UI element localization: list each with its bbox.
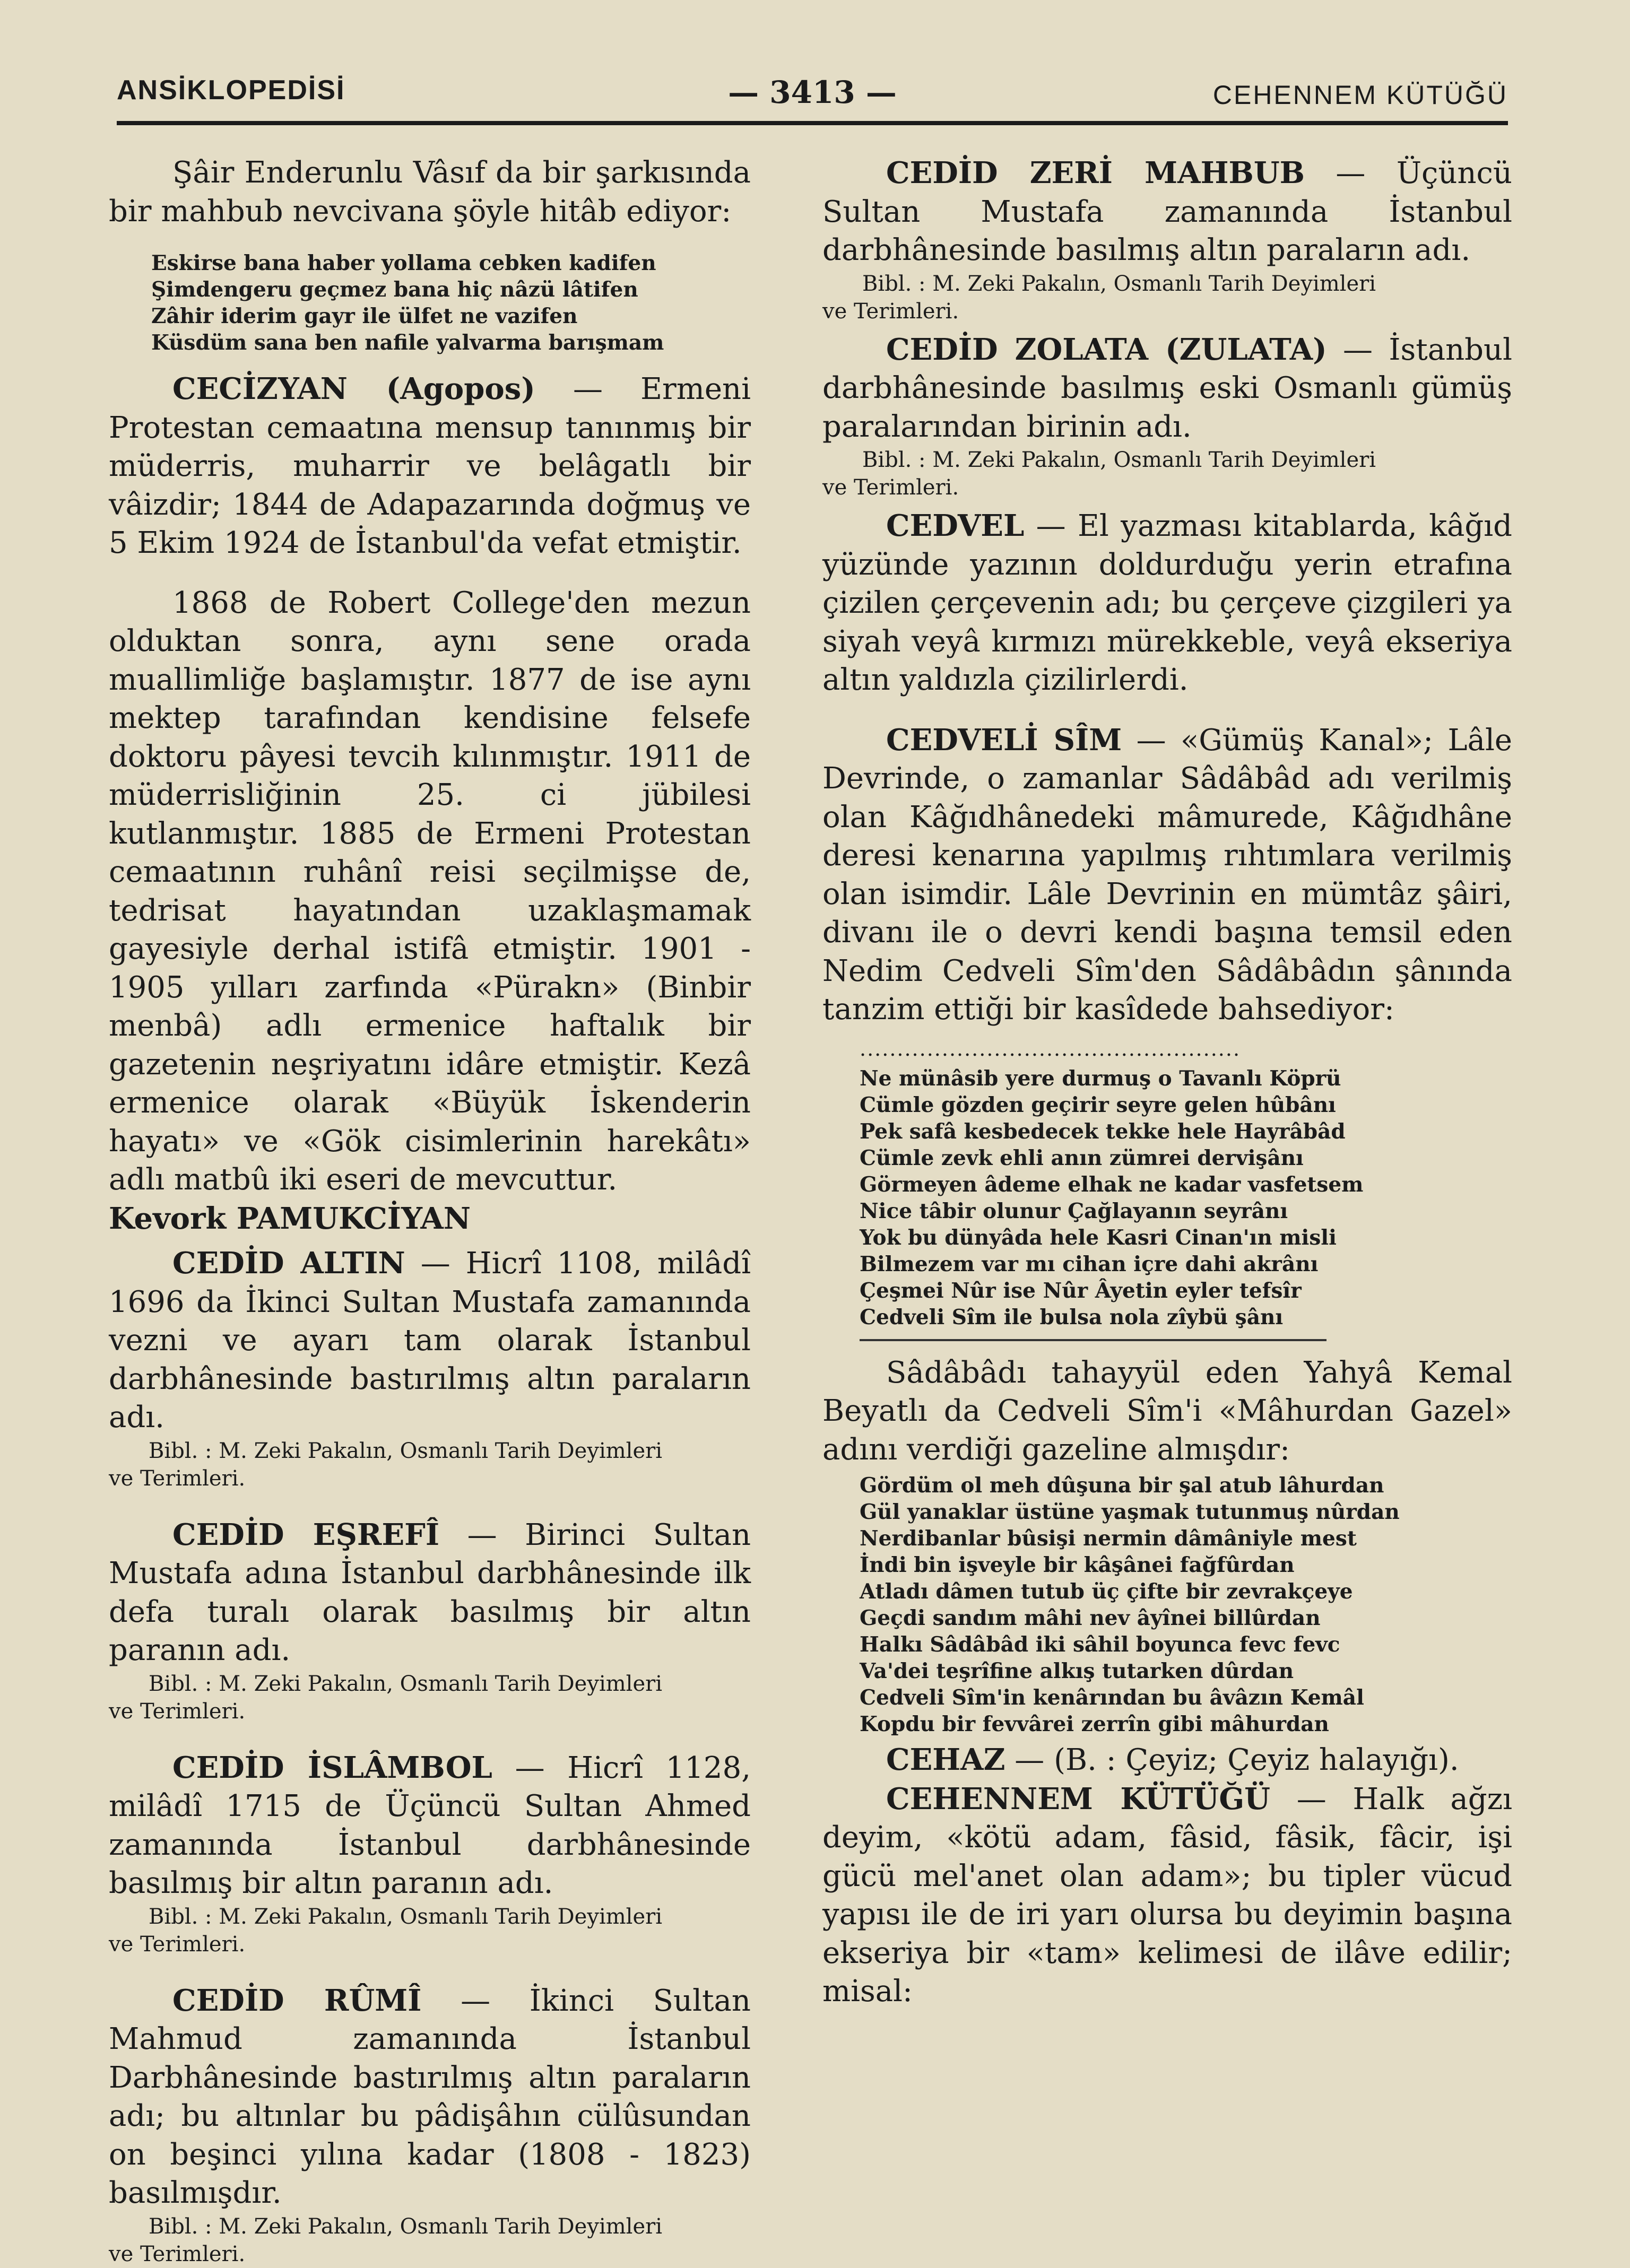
bibliography-line: Bibl. : M. Zeki Pakalın, Osmanlı Tarih Deyimleri	[149, 1438, 663, 1463]
page-number: — 3413 —	[728, 74, 897, 110]
poem-line: Cümle zevk ehli anın zümrei dervişânı	[860, 1145, 1304, 1170]
poem-line: Cedveli Sîm'in kenârından bu âvâzın Kemâl	[860, 1685, 1364, 1710]
poem-line: Görmeyen âdeme elhak ne kadar vasfetsem	[860, 1172, 1364, 1197]
bibliography	[109, 2213, 751, 2268]
entry-text: — Üçüncü Sultan Mustafa zamanında İstanbul darbhânesinde basılmış altın paraların adı.	[822, 156, 1512, 267]
bibliography-line: ve Terimleri.	[822, 475, 959, 500]
poem-line: Şimdengeru geçmez bana hiç nâzü lâtifen	[151, 277, 638, 302]
bibliography-line: Bibl. : M. Zeki Pakalın, Osmanlı Tarih Deyimleri	[149, 1904, 663, 1929]
entry-cecizyan	[109, 370, 751, 563]
entry-cehennem-kutugu	[822, 1780, 1512, 2011]
bibliography-line: ve Terimleri.	[109, 1699, 246, 1724]
bibliography-line: ve Terimleri.	[109, 1466, 246, 1491]
poem-line: Ne münâsib yere durmuş o Tavanlı Köprü	[860, 1066, 1341, 1091]
poem-line: Kopdu bir fevvârei zerrîn gibi mâhurdan	[860, 1712, 1329, 1736]
poem-line: İndi bin işveyle bir kâşânei fağfûrdan	[860, 1553, 1295, 1577]
bibliography-line: Bibl. : M. Zeki Pakalın, Osmanlı Tarih Deyimleri	[862, 271, 1376, 296]
poem-line: Geçdi sandım mâhi nev âyînei billûrdan	[860, 1606, 1321, 1630]
bibliography-line: ve Terimleri.	[109, 1932, 246, 1957]
entry-cedvel	[822, 507, 1512, 700]
entry-term: CEDİD İSLÂMBOL	[172, 1750, 492, 1785]
entry-term: CECİZYAN (Agopos)	[172, 371, 535, 406]
poem-mahurdan-gazel	[860, 1472, 1512, 1737]
entry-term: CEDİD ZERİ MAHBUB	[886, 155, 1305, 190]
entry-text: — Birinci Sultan Mustafa adına İstanbul darbhânesinde ilk defa turalı olarak basılmış bir altın paranın adı.	[109, 1517, 751, 1667]
poem-line: Atladı dâmen tutub üç çifte bir zevrakçeye	[860, 1579, 1353, 1604]
entry-text: — «Gümüş Kanal»; Lâle Devrinde, o zamanlar Sâdâbâd adı verilmiş olan Kâğıdhânedeki mâmurede, Kâğıdhâne deresi kenarına yapılmış rıhtımlara verilmiş olan isimdir. Lâle Devrinin en mümtâz şâiri, divanı ile o devri kendi başına temsil eden Nedim Cedveli Sîm'den Sâdâbâdın şânında tanzim ettiği bir kasîdede bahsediyor:	[822, 723, 1513, 1027]
author-signature: Kevork PAMUKCİYAN	[109, 1201, 471, 1236]
bibliography-line: Bibl. : M. Zeki Pakalın, Osmanlı Tarih Deyimleri	[149, 2214, 663, 2239]
entry-term: CEHAZ	[886, 1742, 1005, 1777]
entry-cedid-zeri-mahbub	[822, 154, 1512, 270]
left-column	[109, 154, 751, 2268]
intro-paragraph: Şâir Enderunlu Vâsıf da bir şarkısında bir mahbub nevcivana şöyle hitâb ediyor:	[109, 155, 751, 229]
right-column	[822, 154, 1512, 2011]
bibliography	[822, 446, 1512, 501]
entry-cedid-islambol	[109, 1749, 751, 1903]
poem-line: Küsdüm sana ben nafile yalvarma barışmam	[151, 331, 664, 355]
bibliography	[109, 1670, 751, 1725]
poem-line: Pek safâ kesbedecek tekke hele Hayrâbâd	[860, 1119, 1346, 1144]
entry-cecizyan-continued: 1868 de Robert College'den mezun olduktan sonra, aynı sene orada muallimliğe başlamıştır. 1877 de ise aynı mektep tarafından kendisine felsefe doktoru pâyesi tevcih kılınmıştır. 1911 de müderrisliğinin 25. ci jübilesi kutlanmıştır. 1885 de Ermeni Protestan cemaatının ruhânî reisi seçilmişse de, tedrisat hayatından uzaklaşmamak gayesiyle derhal istifâ etmiştir. 1901 - 1905 yılları zarfında «Pürakn» (Binbir menbâ) adlı ermenice haftalık bir gazetenin neşriyatını idâre etmiştir. Kezâ ermenice olarak «Büyük İskenderin hayatı» ve «Gök cisimlerinin harekâtı» adlı matbû iki eseri de mevcuttur.	[109, 585, 751, 1197]
entry-term: CEDİD ALTIN	[172, 1246, 405, 1281]
entry-text: — Hicrî 1108, milâdî 1696 da İkinci Sultan Mustafa zamanında vezni ve ayarı tam olarak İstanbul darbhânesinde bastırılmış altın paraların adı.	[109, 1246, 751, 1435]
entry-term: CEDİD EŞREFÎ	[172, 1517, 440, 1552]
bibliography-line: ve Terimleri.	[822, 299, 959, 324]
entry-text: — Halk ağzı deyim, «kötü adam, fâsid, fâsik, fâcir, işi gücü mel'anet olan adam»; bu tipler vücud yapısı ile de iri yarı olursa bu deyimin başına ekseriya bir «tam» kelimesi de ilâve edilir; misal:	[822, 1782, 1512, 2009]
bibliography	[109, 1437, 751, 1492]
header-left-title: ANSİKLOPEDİSİ	[117, 75, 345, 106]
bibliography	[109, 1903, 751, 1958]
entry-term: CEDVEL	[886, 508, 1025, 543]
separator-rule	[860, 1339, 1326, 1341]
entry-cehaz	[822, 1741, 1512, 1780]
bibliography-line: ve Terimleri.	[109, 2241, 246, 2266]
entry-text: — Hicrî 1128, milâdî 1715 de Üçüncü Sultan Ahmed zamanında İstanbul darbhânesinde basılmış bir altın paranın adı.	[109, 1750, 751, 1900]
entry-term: CEDVELİ SÎM	[886, 722, 1122, 758]
bibliography	[822, 270, 1512, 325]
bibliography-line: Bibl. : M. Zeki Pakalın, Osmanlı Tarih Deyimleri	[149, 1671, 663, 1696]
poem-line: Cedveli Sîm ile bulsa nola zîybü şânı	[860, 1305, 1284, 1329]
ellipsis-line: ...................................................	[860, 1037, 1241, 1061]
entry-text: — İkinci Sultan Mahmud zamanında İstanbul Darbhânesinde bastırılmış altın paraların adı; bu altınlar bu pâdişâhın cülûsundan on beşinci yılına kadar (1808 - 1823) basılmışdır.	[109, 1983, 751, 2210]
poem-enderunlu	[151, 250, 751, 356]
poem-line: Nerdibanlar bûsişi nermin dâmâniyle mest	[860, 1526, 1357, 1551]
entry-text: — (B. : Çeyiz; Çeyiz halayığı).	[1005, 1743, 1459, 1777]
poem-line: Halkı Sâdâbâd iki sâhil boyunca fevc fevc	[860, 1632, 1340, 1657]
poem-line: Zâhir iderim gayr ile ülfet ne vazifen	[151, 304, 578, 328]
poem-line: Eskirse bana haber yollama cebken kadifen	[151, 251, 656, 275]
poem-line: Yok bu dünyâda hele Kasri Cinan'ın misli	[860, 1225, 1337, 1250]
yahya-kemal-paragraph: Sâdâbâdı tahayyül eden Yahyâ Kemal Beyatlı da Cedveli Sîm'i «Mâhurdan Gazel» adını verdiği gazeline almışdır:	[822, 1355, 1512, 1467]
poem-line: Va'dei teşrîfine alkış tutarken dûrdan	[860, 1659, 1294, 1683]
entry-cedid-rumi	[109, 1982, 751, 2213]
entry-term: CEHENNEM KÜTÜĞÜ	[886, 1781, 1271, 1817]
poem-line: Gül yanaklar üstüne yaşmak tutunmuş nûrdan	[860, 1500, 1400, 1524]
entry-cedid-esrefi	[109, 1516, 751, 1670]
entry-text: — Ermeni Protestan cemaatına mensup tanınmış bir müderris, muharrir ve belâgatlı bir vâizdir; 1844 de Adapazarında doğmuş ve 5 Ekim 1924 de İstanbul'da vefat etmiştir.	[109, 372, 751, 560]
entry-text: — El yazması kitablarda, kâğıd yüzünde yazının doldurduğu yerin etrafına çizilen çerçevenin adı; bu çerçeve çizgileri ya siyah veyâ kırmızı mürekkeble, veyâ ekseriya altın yaldızla çizilirlerdi.	[822, 509, 1512, 697]
entry-term: CEDİD ZOLATA (ZULATA)	[886, 332, 1327, 367]
entry-cedid-zolata	[822, 331, 1512, 447]
bibliography-line: Bibl. : M. Zeki Pakalın, Osmanlı Tarih Deyimleri	[862, 448, 1376, 472]
header-right-title: CEHENNEM KÜTÜĞÜ	[1212, 80, 1508, 110]
poem-line: Cümle gözden geçirir seyre gelen hûbânı	[860, 1092, 1336, 1117]
entry-cedveli-sim	[822, 721, 1512, 1029]
entry-text: — İstanbul darbhânesinde basılmış eski Osmanlı gümüş paralarından birinin adı.	[822, 332, 1512, 444]
header-rule	[117, 121, 1508, 125]
poem-line: Nice tâbir olunur Çağlayanın seyrânı	[860, 1198, 1288, 1223]
poem-nedim	[860, 1065, 1512, 1331]
poem-line: Bilmezem var mı cihan içre dahi akrânı	[860, 1252, 1319, 1276]
poem-line: Gördüm ol meh dûşuna bir şal atub lâhurdan	[860, 1473, 1384, 1498]
page-header	[117, 74, 1508, 122]
entry-cedid-altin	[109, 1244, 751, 1437]
entry-term: CEDİD RÛMÎ	[172, 1983, 422, 2018]
poem-line: Çeşmei Nûr ise Nûr Âyetin eyler tefsîr	[860, 1278, 1302, 1303]
